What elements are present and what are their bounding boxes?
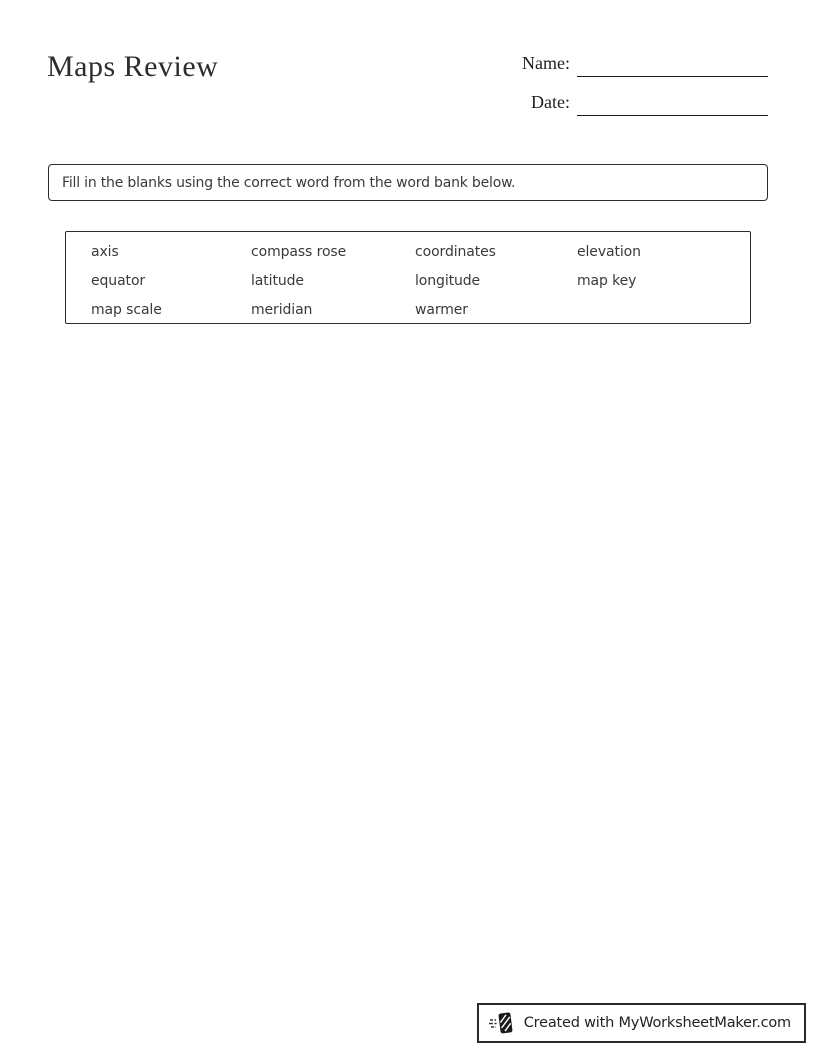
word-bank-word: longitude [415, 272, 481, 289]
date-blank-line [577, 91, 768, 116]
date-label: Date: [531, 92, 570, 112]
worksheet-maker-logo-icon [489, 1010, 515, 1036]
footer-credit-box [477, 1003, 806, 1043]
word-bank-word: map key [577, 272, 637, 289]
word-bank-word: coordinates [415, 243, 496, 260]
word-bank-word: meridian [251, 301, 313, 318]
word-bank-word: warmer [415, 301, 468, 318]
word-bank-word: compass rose [251, 243, 347, 260]
word-bank-word: elevation [577, 243, 641, 260]
header-fields [518, 50, 768, 128]
word-bank-word: map scale [91, 301, 162, 318]
name-label: Name: [522, 53, 570, 73]
footer-credit-text: Created with MyWorksheetMaker.com [523, 1015, 791, 1031]
name-blank-line [577, 52, 768, 77]
date-field-row [518, 89, 768, 116]
name-field-row [518, 50, 768, 77]
word-bank-word: axis [91, 243, 119, 260]
instruction-box [48, 164, 768, 201]
word-bank-box [65, 231, 751, 324]
word-bank-word: equator [91, 272, 146, 289]
page-title: Maps Review [47, 50, 219, 83]
word-bank-word: latitude [251, 272, 304, 289]
instruction-text: Fill in the blanks using the correct word from the word bank below. [62, 174, 516, 191]
